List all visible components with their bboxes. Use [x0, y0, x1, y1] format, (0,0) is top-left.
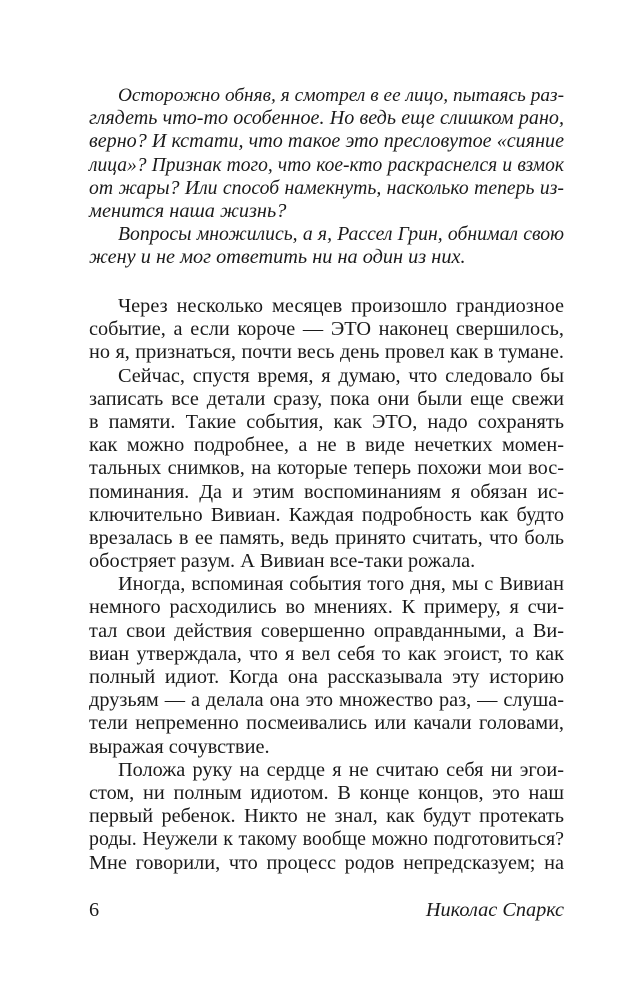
text-line: обостряет разум. А Вивиан все-таки рожала. [89, 550, 476, 573]
epigraph-paragraph [89, 84, 564, 223]
text-line: Иногда, вспоминая события того дня, мы с Вивиан [118, 573, 564, 596]
text-line: лица»? Признак того, что кое-кто раскраснелся и взмок [89, 154, 564, 176]
text-line: полный идиот. Когда она рассказывала эту историю [89, 666, 564, 688]
text-line: немного расходились во мнениях. К примеру, я счи- [89, 596, 564, 619]
text-line: врезалась в ее память, ведь принято считать, что боль [89, 526, 564, 549]
text-line: жену и не мог ответить ни на один из них. [89, 246, 466, 269]
text-line: Через несколько месяцев произошло грандиозное [118, 295, 564, 317]
epigraph [89, 84, 564, 270]
text-line: но я, признаться, почти весь день провел как в тумане. [89, 341, 564, 364]
text-line: Вопросы множились, а я, Рассел Грин, обнимал свою [118, 223, 564, 246]
text-line: событие, а если короче — ЭТО наконец свершилось, [89, 318, 564, 341]
paragraph [89, 365, 564, 574]
text-line: друзьям — а делала она это множество раз, — слуша- [89, 689, 564, 712]
text-line: выражая сочувствие. [89, 735, 270, 758]
text-line: стом, ни полным идиотом. В конце концов, это наш [89, 781, 564, 804]
text-line: тальных снимков, на которые теперь похожи мои вос- [89, 457, 564, 480]
text-line: поминания. Да и этим воспоминаниям я обязан ис- [89, 480, 564, 503]
text-line: тели непременно посмеивались или качали головами, [89, 712, 564, 735]
text-line: глядеть что-то особенное. Но ведь еще слишком рано, [89, 107, 564, 130]
page-footer [89, 898, 564, 922]
text-line: как можно подробнее, а не в виде нечетких момен- [89, 434, 564, 457]
epigraph-paragraph [89, 223, 564, 269]
text-line: первый ребенок. Никто не знал, как будут протекать [89, 805, 564, 828]
text-line: менится наша жизнь? [89, 199, 287, 222]
body-text [89, 295, 564, 875]
text-line: Положа руку на сердце я не считаю себя ни эгои- [118, 758, 564, 781]
text-line: от жары? Или способ намекнуть, насколько теперь из- [89, 176, 564, 199]
page-number: 6 [89, 899, 100, 921]
text-line: ключительно Вивиан. Каждая подробность как будто [89, 503, 564, 526]
text-line: Осторожно обняв, я смотрел в ее лицо, пытаясь раз- [118, 85, 564, 106]
text-line: Мне говорили, что процесс родов непредсказуем; на [89, 851, 564, 874]
text-line: Сейчас, спустя время, я думаю, что следовало бы [118, 364, 564, 387]
text-line: виан утверждала, что я вел себя то как эгоист, то как [89, 642, 564, 665]
paragraph [89, 573, 564, 759]
paragraph [89, 295, 564, 365]
text-line: верно? И кстати, что такое это пресловутое «сияние [89, 130, 564, 153]
text-line: записать все детали сразу, пока они были еще свежи [89, 387, 564, 410]
text-line: в памяти. Такие события, как ЭТО, надо сохранять [89, 410, 564, 433]
text-line: роды. Неужели к такому вообще можно подготовиться? [89, 828, 564, 851]
running-footer-author: Николас Спаркс [425, 899, 564, 921]
text-line: тал свои действия совершенно оправданными, а Ви- [89, 619, 564, 642]
paragraph [89, 759, 564, 875]
